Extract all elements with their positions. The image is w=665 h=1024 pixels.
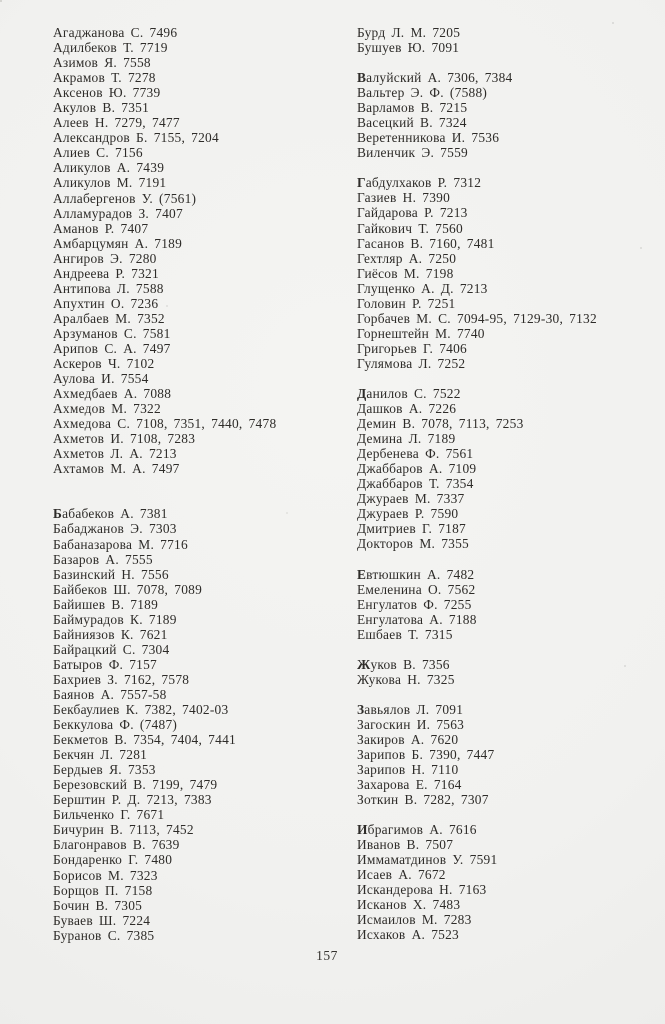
- index-entry: Демин В. 7078, 7113, 7253: [357, 416, 524, 432]
- index-entry: Данилов С. 7522: [357, 385, 461, 401]
- index-entry: Борисов М. 7323: [53, 867, 158, 883]
- index-entry: Горнештейн М. 7740: [357, 325, 485, 341]
- index-entry: Варламов В. 7215: [357, 100, 468, 116]
- index-entry: Андреева Р. 7321: [53, 265, 159, 281]
- index-column-left: [53, 25, 355, 943]
- index-entry: Аликулов А. 7439: [53, 160, 165, 176]
- index-entry: Агаджанова С. 7496: [53, 25, 178, 40]
- index-entry: Головин Р. 7251: [357, 295, 456, 311]
- index-entry: Аманов Р. 7407: [53, 220, 149, 236]
- index-entry: Валуйский А. 7306, 7384: [357, 70, 513, 86]
- index-entry: Емеленина О. 7562: [357, 581, 476, 597]
- index-entry: Васецкий В. 7324: [357, 115, 467, 131]
- index-group: [357, 386, 657, 552]
- index-entry: Буранов С. 7385: [53, 927, 155, 943]
- index-entry: Бахриев З. 7162, 7578: [53, 671, 190, 687]
- index-entry: Ахмедова С. 7108, 7351, 7440, 7478: [53, 416, 277, 432]
- index-entry: Аралбаев М. 7352: [53, 310, 165, 326]
- index-entry: Байбеков Ш. 7078, 7089: [53, 581, 203, 597]
- index-entry: Буваев Ш. 7224: [53, 912, 151, 928]
- index-entry: Гайкович Т. 7560: [357, 220, 463, 236]
- index-entry: Евтюшкин А. 7482: [357, 566, 475, 582]
- index-entry: Джураев Р. 7590: [357, 506, 459, 522]
- index-group: [53, 506, 355, 942]
- index-entry: Арипов С. А. 7497: [53, 340, 171, 356]
- index-entry: Берштин Р. Д. 7213, 7383: [53, 792, 212, 808]
- index-entry: Аллабергенов У. (7561): [53, 190, 197, 206]
- index-entry: Амбарцумян А. 7189: [53, 235, 183, 251]
- index-entry: Бочин В. 7305: [53, 897, 143, 913]
- index-group: [357, 657, 657, 687]
- index-entry: Жуков В. 7356: [357, 656, 450, 672]
- index-entry: Аксенов Ю. 7739: [53, 85, 161, 101]
- index-entry: Зарипов Б. 7390, 7447: [357, 746, 495, 762]
- index-entry: Докторов М. 7355: [357, 536, 469, 552]
- index-entry: Вальтер Э. Ф. (7588): [357, 85, 488, 101]
- index-entry: Благонравов В. 7639: [53, 837, 180, 853]
- index-entry: Байниязов К. 7621: [53, 626, 168, 642]
- index-entry: Байишев В. 7189: [53, 596, 159, 612]
- index-entry: Борщов П. 7158: [53, 882, 153, 898]
- index-entry: Искандерова Н. 7163: [357, 882, 487, 898]
- index-entry: Азимов Я. 7558: [53, 55, 151, 71]
- index-entry: Ахмедбаев А. 7088: [53, 386, 172, 402]
- index-entry: Бурд Л. М. 7205: [357, 25, 461, 40]
- index-entry: Бильченко Г. 7671: [53, 807, 165, 823]
- index-entry: Гехтляр А. 7250: [357, 250, 457, 266]
- index-entry: Загоскин И. 7563: [357, 716, 465, 732]
- index-entry: Антипова Л. 7588: [53, 280, 164, 296]
- index-entry: Акрамов Т. 7278: [53, 70, 156, 86]
- index-entry: Закиров А. 7620: [357, 731, 459, 747]
- index-group: [357, 567, 657, 642]
- page-number: 157: [316, 948, 338, 963]
- index-entry: Бекметов В. 7354, 7404, 7441: [53, 732, 236, 748]
- index-entry: Иммаматдинов У. 7591: [357, 852, 498, 868]
- index-entry: Демина Л. 7189: [357, 431, 456, 447]
- index-group: [357, 702, 657, 807]
- index-entry: Исмаилов М. 7283: [357, 912, 472, 928]
- index-group: [357, 175, 657, 371]
- index-entry: Джаббаров А. 7109: [357, 461, 477, 477]
- index-entry: Григорьев Г. 7406: [357, 340, 467, 356]
- index-entry: Джураев М. 7337: [357, 491, 465, 507]
- index-entry: Захарова Е. 7164: [357, 777, 462, 793]
- index-entry: Гасанов В. 7160, 7481: [357, 235, 495, 251]
- index-entry: Завьялов Л. 7091: [357, 701, 464, 717]
- index-entry: Исхаков А. 7523: [357, 927, 459, 943]
- index-entry: Зоткин В. 7282, 7307: [357, 792, 489, 808]
- index-entry: Бабабеков А. 7381: [53, 506, 168, 522]
- index-entry: Исаев А. 7672: [357, 867, 446, 883]
- index-entry: Беккулова Ф. (7487): [53, 717, 178, 733]
- index-entry: Горбачев М. С. 7094-95, 7129-30, 7132: [357, 310, 597, 326]
- index-entry: Газиев Н. 7390: [357, 190, 451, 206]
- index-entry: Александров Б. 7155, 7204: [53, 130, 219, 146]
- index-entry: Джаббаров Т. 7354: [357, 476, 474, 492]
- index-entry: Алиев С. 7156: [53, 145, 143, 161]
- index-entry: Ахметов Л. А. 7213: [53, 446, 177, 462]
- index-group: [357, 822, 657, 942]
- index-entry: Апухтин О. 7236: [53, 295, 159, 311]
- index-entry: Аликулов М. 7191: [53, 175, 167, 191]
- index-entry: Габдулхаков Р. 7312: [357, 175, 482, 191]
- index-entry: Бекчян Л. 7281: [53, 747, 148, 763]
- index-entry: Гулямова Л. 7252: [357, 355, 466, 371]
- index-entry: Гиёсов М. 7198: [357, 265, 454, 281]
- index-entry: Ахметов И. 7108, 7283: [53, 431, 196, 447]
- index-entry: Дмитриев Г. 7187: [357, 521, 466, 537]
- index-entry: Аскеров Ч. 7102: [53, 356, 155, 372]
- index-entry: Баймурадов К. 7189: [53, 611, 177, 627]
- index-entry: Гайдарова Р. 7213: [357, 205, 468, 221]
- index-entry: Бердыев Я. 7353: [53, 762, 156, 778]
- index-entry: Жукова Н. 7325: [357, 671, 455, 687]
- index-entry: Дашков А. 7226: [357, 401, 457, 417]
- index-entry: Базинский Н. 7556: [53, 566, 169, 582]
- index-entry: Иванов В. 7507: [357, 837, 454, 853]
- index-entry: Ангиров Э. 7280: [53, 250, 157, 266]
- index-entry: Аулова И. 7554: [53, 371, 149, 387]
- index-entry: Бабаджанов Э. 7303: [53, 521, 177, 537]
- index-entry: Акулов В. 7351: [53, 100, 150, 116]
- index-entry: Глущенко А. Д. 7213: [357, 280, 488, 296]
- index-entry: Арзуманов С. 7581: [53, 325, 171, 341]
- index-entry: Алеев Н. 7279, 7477: [53, 115, 180, 131]
- index-entry: Бушуев Ю. 7091: [357, 40, 460, 56]
- index-group: [53, 25, 355, 476]
- index-entry: Бекбаулиев К. 7382, 7402-03: [53, 702, 229, 718]
- index-entry: Ибрагимов А. 7616: [357, 822, 477, 838]
- index-entry: Ахмедов М. 7322: [53, 401, 161, 417]
- index-group: [357, 25, 657, 55]
- index-entry: Ешбаев Т. 7315: [357, 626, 453, 642]
- index-entry: Веретенникова И. 7536: [357, 130, 500, 146]
- index-entry: Дербенева Ф. 7561: [357, 446, 474, 462]
- index-entry: Батыров Ф. 7157: [53, 656, 158, 672]
- index-entry: Байрацкий С. 7304: [53, 641, 170, 657]
- index-entry: Бичурин В. 7113, 7452: [53, 822, 194, 838]
- index-entry: Баянов А. 7557-58: [53, 686, 167, 702]
- index-entry: Бондаренко Г. 7480: [53, 852, 173, 868]
- index-column-right: [357, 25, 657, 943]
- index-entry: Енгулатов Ф. 7255: [357, 596, 472, 612]
- index-entry: Исканов Х. 7483: [357, 897, 461, 913]
- index-entry: Бабаназарова М. 7716: [53, 536, 188, 552]
- index-entry: Ахтамов М. А. 7497: [53, 461, 180, 477]
- index-entry: Виленчик Э. 7559: [357, 145, 468, 161]
- index-entry: Алламурадов З. 7407: [53, 205, 183, 221]
- index-entry: Енгулатова А. 7188: [357, 611, 477, 627]
- index-entry: Березовский В. 7199, 7479: [53, 777, 218, 793]
- index-entry: Адилбеков Т. 7719: [53, 40, 168, 56]
- index-entry: Зарипов Н. 7110: [357, 762, 459, 778]
- index-entry: Базаров А. 7555: [53, 551, 153, 567]
- index-group: [357, 70, 657, 160]
